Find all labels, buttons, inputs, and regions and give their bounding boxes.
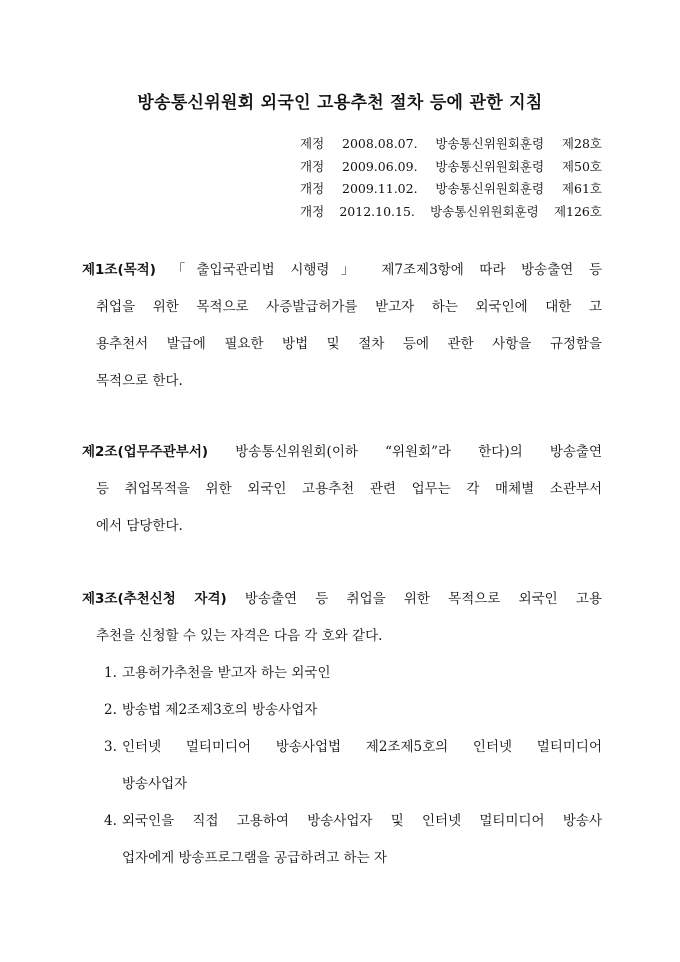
item-number: 2.: [104, 702, 117, 718]
article-2: [82, 434, 602, 545]
article-line: [82, 581, 602, 618]
article-text: 「출입국관리법 시행령」 제7조제3항에 따라 방송출연 등: [171, 262, 602, 278]
history-row: [300, 201, 602, 224]
article-heading: 제3조(추천신청 자격): [82, 591, 227, 607]
article-text: 방송출연 등 취업을 위한 목적으로 외국인 고용: [244, 591, 602, 607]
article-line: 용추천서 발급에 필요한 방법 및 절차 등에 관한 사항을 규정함을: [96, 336, 602, 352]
item-number: 4.: [104, 813, 117, 829]
history-issuer: 방송통신위원회훈령: [435, 136, 545, 151]
item-text: 외국인을 직접 고용하여 방송사업자 및 인터넷 멀티미디어 방송사: [122, 813, 602, 829]
history-row: [300, 133, 602, 156]
item-number: 1.: [104, 665, 117, 681]
article-line: 등 취업목적을 위한 외국인 고용추천 관련 업무는 각 매체별 소관부서: [96, 481, 602, 497]
item-text: 방송법 제2조제3호의 방송사업자: [122, 702, 318, 718]
amendment-history: [300, 133, 602, 223]
history-date: 2008.08.07.: [342, 136, 418, 151]
article-text: 방송통신위원회(이하 “위원회”라 한다)의 방송출연: [235, 444, 602, 460]
article-heading: 제2조(업무주관부서): [82, 444, 209, 460]
history-type: 개정: [300, 203, 325, 219]
history-type: 제정: [300, 136, 325, 151]
history-number: 제50호: [561, 158, 602, 174]
article-heading: 제1조(목적): [82, 262, 156, 278]
article-line: [82, 252, 602, 289]
history-issuer: 방송통신위원회훈령: [430, 203, 539, 219]
item-continuation: 방송사업자: [122, 776, 188, 792]
list-item: [82, 803, 602, 840]
article-3: [82, 581, 602, 877]
item-text: 인터넷 멀티미디어 방송사업법 제2조제5호의 인터넷 멀티미디어: [122, 739, 602, 755]
article-line: 에서 담당한다.: [96, 518, 183, 534]
history-number: 제61호: [561, 181, 602, 196]
history-issuer: 방송통신위원회훈령: [435, 181, 545, 196]
document-title: 방송통신위원회 외국인 고용추천 절차 등에 관한 지침: [137, 93, 543, 113]
list-item: [82, 692, 602, 729]
history-date: 2009.11.02.: [342, 181, 418, 196]
item-text: 고용허가추천을 받고자 하는 외국인: [122, 665, 331, 681]
history-number: 제126호: [553, 203, 602, 219]
history-date: 2009.06.09.: [342, 158, 418, 174]
item-number: 3.: [104, 739, 117, 755]
history-type: 개정: [300, 181, 325, 196]
item-continuation: 업자에게 방송프로그램을 공급하려고 하는 자: [122, 850, 387, 866]
history-row: [300, 178, 602, 201]
article-line: 목적으로 한다.: [96, 373, 183, 389]
article-line: 취업을 위한 목적으로 사증발급허가를 받고자 하는 외국인에 대한 고: [96, 299, 602, 315]
history-date: 2012.10.15.: [339, 203, 415, 219]
article-1: [82, 252, 602, 400]
article-line: [82, 434, 602, 471]
list-item: [82, 655, 602, 692]
article-line: 추천을 신청할 수 있는 자격은 다음 각 호와 같다.: [96, 628, 383, 644]
history-issuer: 방송통신위원회훈령: [435, 158, 545, 174]
list-item: [82, 729, 602, 766]
history-number: 제28호: [561, 136, 602, 151]
history-row: [300, 156, 602, 179]
history-type: 개정: [300, 158, 325, 174]
